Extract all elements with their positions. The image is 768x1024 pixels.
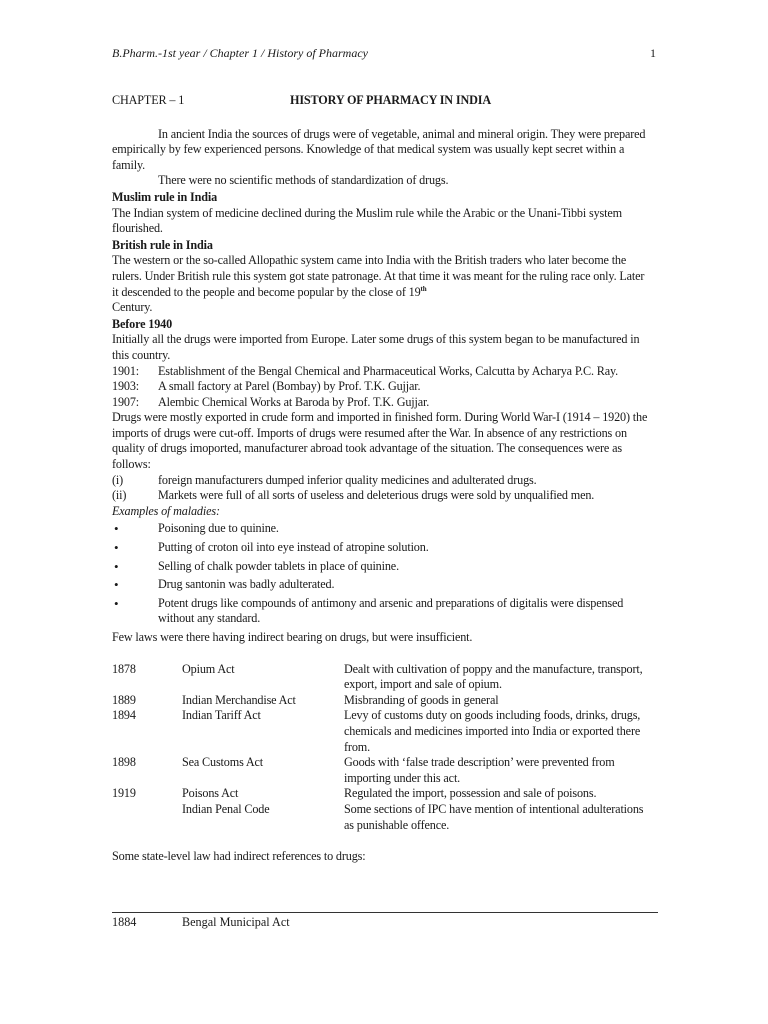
bullet-marker: • <box>114 558 119 574</box>
act-name: Sea Customs Act <box>182 755 264 770</box>
intro-paragraph-2: There were no scientific methods of standardization of drugs. <box>158 173 449 188</box>
act-year: 1878 <box>112 661 136 676</box>
act-year: 1898 <box>112 755 136 770</box>
event-year: 1903: <box>112 379 140 394</box>
british-rule-text-a: The western or the so-called Allopathic system came into India with the British traders who later become the rulers. Under British rule this system got state patronage. At that time it was meant for the ruling race only. Later it descended to the people and become popular by the close of 19 <box>112 253 645 299</box>
act-year: 1894 <box>112 708 136 723</box>
bullet-text: Putting of croton oil into eye instead of atropine solution. <box>158 540 429 555</box>
consequence-item <box>112 473 652 489</box>
state-laws-table <box>112 915 652 931</box>
act-row <box>112 755 652 786</box>
consequence-item <box>112 488 652 504</box>
bullet-marker: • <box>114 540 119 556</box>
running-title: B.Pharm.-1st year / Chapter 1 / History of Pharmacy <box>112 46 368 60</box>
consequence-text: foreign manufacturers dumped inferior quality medicines and adulterated drugs. <box>158 472 537 487</box>
bullet-text: Drug santonin was badly adulterated. <box>158 577 335 592</box>
bullet-text: Potent drugs like compounds of antimony and arsenic and preparations of digitalis were dispensed without any standard. <box>158 595 624 626</box>
bullet-item <box>112 521 652 537</box>
event-year: 1907: <box>112 394 140 409</box>
event-text: Establishment of the Bengal Chemical and Pharmaceutical Works, Calcutta by Acharya P.C. Ray. <box>158 363 619 378</box>
act-name: Indian Tariff Act <box>182 708 261 723</box>
acts-table <box>112 662 652 834</box>
british-rule-text-b: Century. <box>112 300 153 315</box>
event-year: 1901: <box>112 363 140 378</box>
act-row <box>112 786 652 802</box>
spacer <box>112 833 652 849</box>
muslim-rule-text: The Indian system of medicine declined during the Muslim rule while the Arabic or the Unani-Tibbi system flourished. <box>112 205 622 236</box>
act-description: Levy of customs duty on goods including foods, drinks, drugs, chemicals and medicines imported into India or exported there from. <box>344 708 641 754</box>
act-year: 1919 <box>112 786 136 801</box>
bullet-marker: • <box>114 577 119 593</box>
state-laws-intro: Some state-level law had indirect references to drugs: <box>112 849 366 864</box>
event-item <box>112 364 652 380</box>
page-number: 1 <box>650 46 656 60</box>
british-rule-heading: British rule in India <box>112 237 213 252</box>
act-description: Regulated the import, possession and sale of poisons. <box>344 786 597 801</box>
event-item <box>112 379 652 395</box>
event-item <box>112 395 652 411</box>
bullet-item <box>112 559 652 575</box>
document-body <box>112 93 652 865</box>
superscript-th: th <box>420 284 427 293</box>
act-row <box>112 802 652 833</box>
before-1940-text: Initially all the drugs were imported from Europe. Later some drugs of this system began to be manufactured in this country. <box>112 332 640 362</box>
chapter-title: HISTORY OF PHARMACY IN INDIA <box>290 93 491 107</box>
chapter-heading <box>112 93 652 109</box>
chapter-number: CHAPTER – 1 <box>112 93 185 107</box>
war-paragraph: Drugs were mostly exported in crude form and imported in finished form. During World War-I (1914 – 1920) the imports of drugs were cut-off. Imports of drugs were resumed after the War. In absence of any restrictions on quality of drugs imoported, manufacturer abroad took advantage of the situation. The consequences were as follows: <box>112 410 648 472</box>
act-name: Opium Act <box>182 661 235 676</box>
state-law-year: 1884 <box>112 915 137 929</box>
intro-paragraph: In ancient India the sources of drugs were of vegetable, animal and mineral origin. They were prepared empirically by few experienced persons. Knowledge of that medical system was usually kept secret within a family. <box>112 126 646 172</box>
before-1940-heading: Before 1940 <box>112 316 173 331</box>
act-description: Misbranding of goods in general <box>344 692 499 707</box>
act-year: 1889 <box>112 692 136 707</box>
bullet-text: Selling of chalk powder tablets in place of quinine. <box>158 558 399 573</box>
laws-closing-text: Few laws were there having indirect bearing on drugs, but were insufficient. <box>112 630 473 644</box>
act-description: Goods with ‘false trade description’ were prevented from importing under this act. <box>344 755 615 785</box>
consequence-number: (ii) <box>112 488 127 503</box>
event-text: Alembic Chemical Works at Baroda by Prof. T.K. Gujjar. <box>158 394 430 409</box>
act-description: Dealt with cultivation of poppy and the manufacture, transport, export, import and sale of opium. <box>344 661 643 692</box>
consequence-number: (i) <box>112 472 124 487</box>
act-name: Indian Merchandise Act <box>182 692 296 707</box>
consequence-text: Markets were full of all sorts of useless and deleterious drugs were sold by unqualified men. <box>158 488 595 503</box>
act-name: Indian Penal Code <box>182 801 270 816</box>
bullet-item <box>112 596 652 627</box>
bullet-item <box>112 577 652 593</box>
act-name: Poisons Act <box>182 786 239 801</box>
act-description: Some sections of IPC have mention of intentional adulterations as punishable offence. <box>344 801 644 832</box>
state-law-name: Bengal Municipal Act <box>182 915 290 929</box>
act-row <box>112 708 652 755</box>
state-law-row <box>112 915 652 931</box>
bullet-marker: • <box>114 595 119 611</box>
running-header <box>112 46 656 62</box>
act-year <box>112 802 182 833</box>
muslim-rule-heading: Muslim rule in India <box>112 189 218 204</box>
british-rule-text <box>112 253 652 315</box>
maladies-heading: Examples of maladies: <box>112 503 220 518</box>
bullet-marker: • <box>114 521 119 537</box>
bullet-item <box>112 540 652 556</box>
event-text: A small factory at Parel (Bombay) by Prof. T.K. Gujjar. <box>158 379 421 394</box>
act-row <box>112 693 652 709</box>
act-row <box>112 662 652 693</box>
bullet-text: Poisoning due to quinine. <box>158 521 279 536</box>
section-divider <box>112 912 658 913</box>
